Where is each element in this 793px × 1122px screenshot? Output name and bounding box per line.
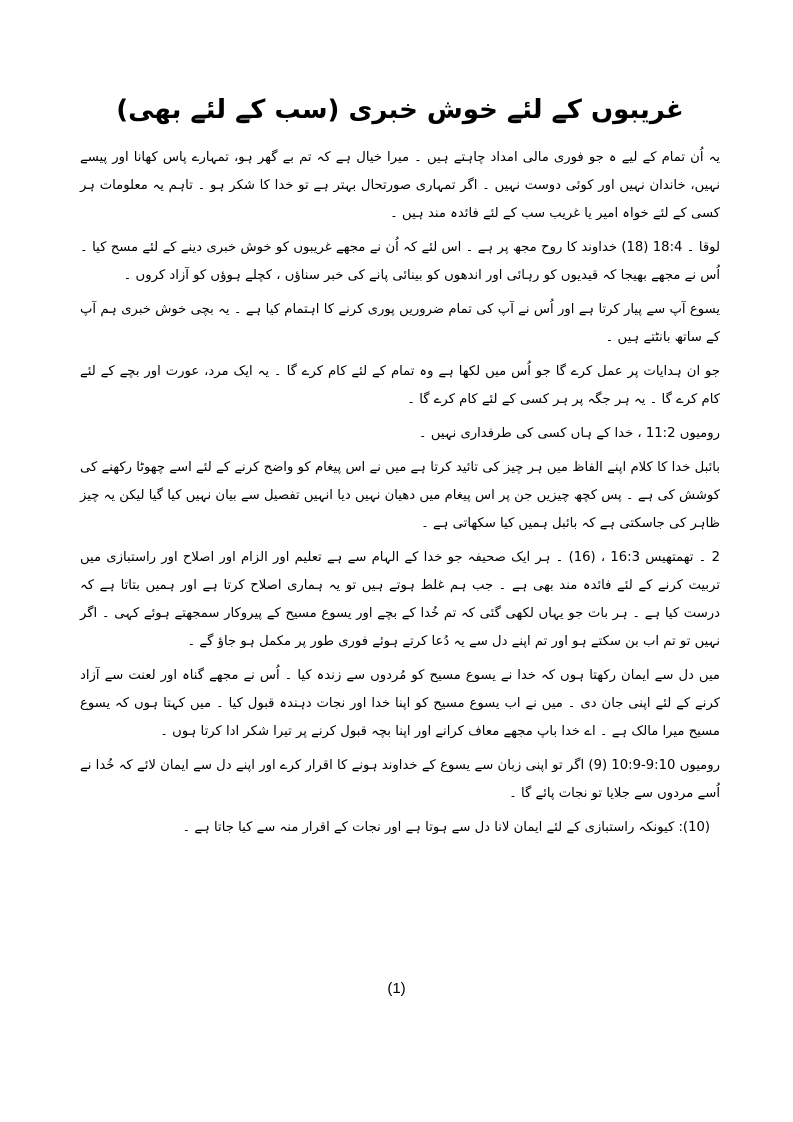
document-page: [80, 90, 720, 848]
paragraph-luke: لوقا ۔ 18:4 (18) خداوند کا روح مجھ پر ہے ۔ اس لئے کہ اُن نے مجھے غریبوں کو خوش خبری دینے کے لئے مسح کیا ۔ اُس نے مجھے بھیجا کہ قیدیوں کو رہائی اور اندھوں کو بینائی پانے کی خبر سناؤں ، کچلے ہوؤں کو آزاد کروں ۔: [80, 239, 720, 283]
paragraph-romans-2-11: رومیوں 11:2 ، خدا کے ہاں کسی کی طرفداری نہیں ۔: [418, 425, 720, 441]
paragraph-bible: بائبل خدا کا کلام اپنے الفاظ میں ہر چیز کی تائید کرتا ہے میں نے اس پیغام کو واضح کرنے کے لئے اسے چھوٹا رکھنے کی کوشش کی ہے ۔ پس کچھ چیزیں جن پر اس پیغام میں دھیان نہیں دیا انہیں تفصیل سے بیان نہیں کیا گیا لیکن یہ چیز ظاہر کی جاسکتی ہے کہ بائبل ہمیں کیا سکھاتی ہے ۔: [80, 459, 720, 531]
paragraph-intro: یہ اُن تمام کے لیے ہ جو فوری مالی امداد چاہتے ہیں ۔ میرا خیال ہے کہ تم بے گھر ہو، تمہارے پاس کھانا اور پیسے نہیں، خاندان نہیں اور کوئی دوست نہیں ۔ اگر تمہاری صورتحال بہتر ہے تو خدا کا شکر ہو ۔ تاہم یہ معلومات ہر کسی کے لئے خواہ امیر یا غریب سب کے لئے فائدہ مند ہیں ۔: [80, 149, 720, 221]
paragraph-jesus-love: یسوع آپ سے پیار کرتا ہے اور اُس نے آپ کی تمام ضروریں پوری کرنے کا اہتمام کیا ہے ۔ یہ بچی خوش خبری ہم آپ کے ساتھ بانٹتے ہیں ۔: [80, 301, 720, 345]
paragraph-instructions: جو ان ہدایات پر عمل کرے گا جو اُس میں لکھا ہے وہ تمام کے لئے کام کرے گا ۔ یہ ایک مرد، عورت اور بچے کے لئے کام کرے گا ۔ یہ ہر جگہ پر ہر کسی کے لئے کام کرے گا ۔: [80, 363, 720, 407]
paragraph-romans-10-9: رومیوں 9:10-10:9 (9) اگر تو اپنی زبان سے یسوع کے خداوند ہونے کا اقرار کرے اور اپنے دل سے ایمان لائے کہ خُدا نے اُسے مردوں سے جلایا تو نجات پائے گا ۔: [80, 757, 720, 801]
document-title: غریبوں کے لئے خوش خبری (سب کے لئے بھی): [116, 95, 684, 125]
paragraph-prayer: میں دل سے ایمان رکھتا ہوں کہ خدا نے یسوع مسیح کو مُردوں سے زندہ کیا ۔ اُس نے مجھے گناہ اور لعنت سے آزاد کرنے کے لئے اپنی جان دی ۔ میں نے اب یسوع مسیح کو اپنا خدا اور نجات دہندہ قبول کیا ۔ میں کہتا ہوں کہ یسوع مسیح میرا مالک ہے ۔ اے خدا باپ مجھے معاف کرانے اور اپنا بچہ قبول کرنے پر تیرا شکر ادا کرتا ہوں ۔: [80, 667, 720, 739]
page-number: (1): [387, 980, 406, 997]
paragraph-romans-10-10: (10): کیونکہ راستبازی کے لئے ایمان لانا دل سے ہوتا ہے اور نجات کے اقرار منہ سے کیا جاتا ہے ۔: [182, 819, 710, 835]
paragraph-timothy: 2 ۔ تھمتھیس 16:3 ، (16) ۔ ہر ایک صحیفہ جو خدا کے الہام سے ہے تعلیم اور الزام اور اصلاح اور راستبازی میں تربیت کرنے کے لئے فائدہ مند بھی ہے ۔ جب ہم غلط ہوتے ہیں تو یہ ہماری اصلاح کرتا ہے اور ہمیں بتاتا ہے کہ درست کیا ہے ۔ ہر بات جو یہاں لکھی گئی کہ تم خُدا کے بچے اور یسوع مسیح کے پیروکار سمجھتے ہوئے کہی ۔ اگر نہیں تو تم اب بن سکتے ہو اور تم اپنے دل سے یہ دُعا کرتے ہوئے فوری طور پر مکمل ہو جاؤ گے ۔: [80, 549, 720, 649]
